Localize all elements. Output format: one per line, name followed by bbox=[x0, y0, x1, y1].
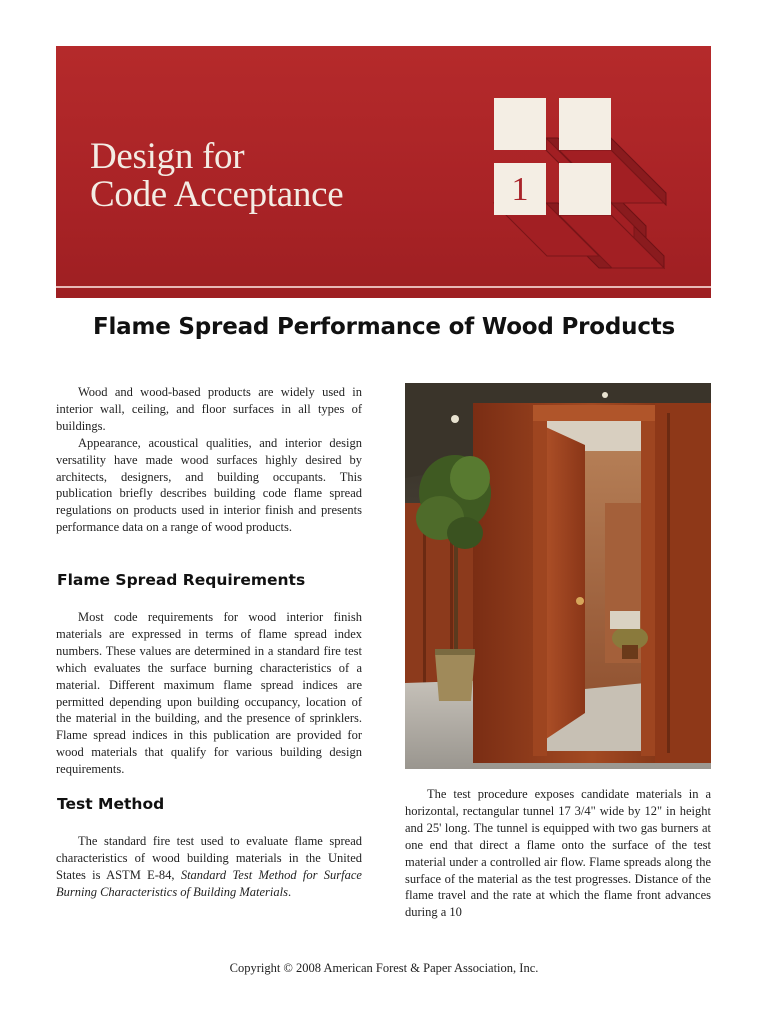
astm-standard-title: Standard Test Method for Surface Burning Characteristics of Building Materials bbox=[56, 867, 362, 899]
section-heading-flame-spread: Flame Spread Requirements bbox=[57, 571, 306, 589]
logo-number: 1 bbox=[511, 171, 529, 208]
test-method-text-start: The standard fire test used to evaluate flame spread characteristics of wood building materials in the United States is ASTM E-84, bbox=[56, 834, 362, 882]
series-logo-icon bbox=[486, 98, 686, 288]
cover-banner bbox=[56, 46, 711, 298]
right-column-text bbox=[405, 786, 711, 921]
banner-divider bbox=[56, 286, 711, 288]
banner-title-line1: Design for bbox=[90, 136, 245, 177]
document-title: Flame Spread Performance of Wood Products bbox=[92, 314, 676, 340]
intro-text bbox=[56, 384, 362, 536]
test-method-text-end: . bbox=[287, 884, 292, 899]
intro-paragraph-1: Wood and wood-based products are widely used in interior wall, ceiling, and floor surfaces in all types of buildings. bbox=[56, 385, 362, 433]
wood-interior-photo bbox=[405, 383, 711, 769]
section-flame-spread-text bbox=[56, 609, 362, 778]
banner-title-line2: Code Acceptance bbox=[90, 174, 344, 215]
copyright-footer: Copyright © 2008 American Forest & Paper Association, Inc. bbox=[229, 961, 539, 975]
flame-spread-paragraph: Most code requirements for wood interior finish materials are expressed in terms of flame spread index numbers. These values are determined in a standard fire test which evaluates the surface burning characteristics of a material. Different maximum flame spread indices are permitted depending upon building occupancy, location of the material in the building, and the presence of sprinklers. Flame spread indices in this publication are provided for wood materials that qualify for various building design requirements. bbox=[56, 610, 362, 777]
test-method-paragraph bbox=[56, 833, 362, 901]
banner-title bbox=[90, 138, 343, 214]
photo-illustration bbox=[405, 383, 711, 769]
section-heading-test-method: Test Method bbox=[57, 795, 165, 813]
intro-paragraph-2: Appearance, acoustical qualities, and interior design versatility have made wood surfaces highly desired by architects, designers, and building occupants. This publication briefly describes building code flame spread regulations on products used in interior finish and presents performance data on a range of wood products. bbox=[56, 435, 362, 535]
section-test-method-text bbox=[56, 833, 362, 901]
test-procedure-paragraph: The test procedure exposes candidate materials in a horizontal, rectangular tunnel 17 3/4" wide by 12" in height and 25' long. The tunnel is equipped with two gas burners at one end that direct a flame onto the surface of the test material under a controlled air flow. Flame spreads along the surface of the material as the test progresses. Distance of the flame travel and the rate at which the flame front advances during a 10 bbox=[405, 787, 711, 920]
